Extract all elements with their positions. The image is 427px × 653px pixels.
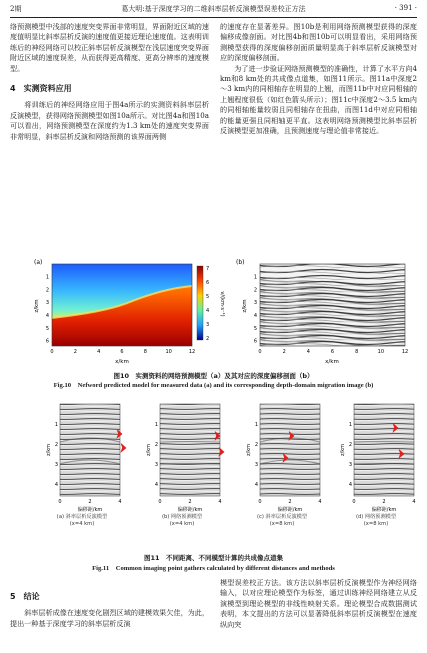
z-tick-label: 3	[154, 461, 158, 468]
x-tick-label: 12	[401, 349, 409, 355]
colorbar-ticks	[206, 266, 209, 342]
z-tick-label: 2	[45, 287, 49, 294]
colorbar-tick: 3	[206, 321, 210, 328]
z-tick-label: 1	[54, 421, 58, 428]
fig11a-caption: (a) 斜率层析反演模型 (x=4 km)	[56, 514, 108, 527]
colorbar-tick: 2	[206, 335, 210, 342]
section-5-title: 5 结论	[10, 592, 40, 601]
x-tick-label: 4	[318, 499, 322, 505]
z-tick-label: 4	[253, 313, 257, 320]
x-tick-label: 0	[258, 499, 262, 505]
x-tick-label: 4	[97, 349, 101, 355]
x-tick-label: 8	[143, 349, 147, 355]
x-tick-label: 8	[355, 349, 359, 355]
z-tick-label: 6	[253, 338, 257, 345]
offset-axis-label: 偏移距/km	[371, 507, 397, 513]
z-tick-label: 3	[54, 461, 58, 468]
fig10a-x-ticks	[50, 349, 195, 355]
x-tick-label: 12	[188, 349, 196, 355]
x-tick-label: 2	[73, 349, 77, 355]
fig10a-x-axis-label: x/km	[115, 359, 129, 365]
offset-axis-label: 偏移距/km	[177, 507, 203, 513]
red-arrow-icon	[121, 444, 126, 453]
left-column-top	[10, 22, 209, 142]
x-tick-label: 2	[88, 499, 92, 505]
z-axis-label: z/km	[246, 443, 252, 457]
colorbar-label: v/(km·s⁻¹)	[219, 291, 225, 317]
colorbar-tick: 5	[206, 293, 210, 300]
figure-11-caption-cn: 图11 不同距离、不同模型计算的共成像点道集	[143, 554, 284, 562]
z-tick-label: 2	[253, 287, 257, 294]
z-axis-label: z/km	[46, 443, 52, 457]
z-axis-label: z/km	[340, 443, 346, 457]
paragraph-section-4: 将训练后的神经网络应用于图4a所示的实测资料斜率层析反演模型，获得网络预测模型如图10a所示。对比图4a和图10a可以看出，网络预测模型在深度约为1.3 km处的速度突变界面非常明显，斜率层析反演和网络预测的该界面两侧	[10, 100, 209, 141]
figure-11-caption-en: Fig.11 Common imaging point gathers calculated by different distances and methods	[92, 565, 335, 572]
z-tick-label: 4	[254, 481, 258, 488]
figure-10	[30, 256, 410, 368]
x-tick-label: 2	[382, 499, 386, 505]
running-title: 葛大明:基于深度学习的二维斜率层析反演模型误差校正方法	[121, 5, 306, 13]
z-tick-label: 1	[253, 274, 257, 281]
x-tick-label: 4	[306, 349, 310, 355]
fig10b-x-axis-label: x/km	[325, 359, 339, 365]
figure-10-svg	[30, 256, 410, 368]
x-tick-label: 4	[118, 499, 122, 505]
z-tick-label: 4	[154, 481, 158, 488]
fig10-panel-a-label: (a)	[34, 259, 43, 266]
z-tick-label: 6	[45, 338, 49, 345]
offset-axis-label: 偏移距/km	[77, 507, 103, 513]
x-tick-label: 10	[165, 349, 172, 355]
z-tick-label: 3	[253, 300, 257, 307]
z-tick-label: 2	[54, 441, 58, 448]
running-header	[10, 4, 417, 18]
section-4-title: 4 实测资料应用	[10, 84, 72, 94]
z-tick-label: 1	[45, 274, 49, 281]
z-tick-label: 4	[348, 481, 352, 488]
figure-10-caption-cn: 图10 实测资料的网络预测模型（a）及其对应的深度偏移剖面（b）	[113, 372, 314, 380]
colorbar-tick: 7	[206, 265, 210, 272]
paragraph-continued: 络预测模型中浅部的速度突变界面非常明显，界面附近区域的速度值明显比斜率层析反演的速度值更接近理论速度值。这表明训练后的神经网络可以校正斜率层析反演模型在浅层速度突变界面附近区域的速度误差，从而获得更高精度、更高分辨率的速度模型。	[10, 22, 209, 73]
fig10b-z-ticks	[254, 275, 257, 345]
z-tick-label: 1	[154, 421, 158, 428]
z-tick-label: 2	[254, 441, 258, 448]
x-tick-label: 0	[50, 349, 54, 355]
fig11c-caption: (c) 斜率层析反演模型 (x=8 km)	[256, 514, 308, 527]
x-tick-label: 0	[158, 499, 162, 505]
figure-11	[20, 402, 420, 550]
figure-11-svg	[20, 402, 420, 550]
x-tick-label: 6	[330, 349, 335, 355]
header-rule	[10, 17, 417, 18]
paragraph-section-5: 斜率层析成像在速度变化剧烈区域的建模效果欠佳，为此，提出一种基于深度学习的斜率层析反演	[10, 608, 209, 628]
x-tick-label: 0	[352, 499, 356, 505]
paragraph-right-2: 为了进一步验证网络预测模型的准确性，计算了水平方向4 km和8 km处的共成像点道集，如图11所示。图11a中深度2～3 km内的同相轴存在明显的上翘，而图11b中对应同相轴的上翘程度很低（如红色箭头所示）；图11c中深度2～3.5 km内的同相轴能量较弱且同相轴存在扭曲，而图11d中对应同相轴的能量更强且同相轴更平直。这表明网络预测模型比斜率层析反演模型更加准确，且预测速度与理论值非常接近。	[220, 63, 417, 136]
colorbar-tick: 4	[206, 307, 210, 314]
z-tick-label: 2	[348, 441, 352, 448]
colorbar-tick: 6	[206, 279, 210, 286]
x-tick-label: 4	[218, 499, 222, 505]
x-tick-label: 0	[258, 349, 262, 355]
z-tick-label: 4	[45, 313, 49, 320]
figure-10-caption-en: Fig.10 Nefword predicted model for measured data (a) and its corresponding depth-domain migration image (b)	[53, 382, 374, 389]
velocity-model-image	[52, 264, 192, 346]
fig11b-caption: (b) 网络预测模型 (x=4 km)	[161, 514, 203, 527]
issue-number: 2期	[10, 5, 22, 13]
x-tick-label: 6	[120, 349, 124, 355]
fig10a-z-ticks	[46, 275, 49, 345]
cip-gather-panel	[46, 404, 126, 513]
paragraph-conclusion: 模型误差校正方法。该方法以斜率层析反演模型作为神经网络输入，以对应理论模型作为标签，通过训练神经网络建立从反演模型到理论模型的非线性映射关系。理论模型合成数据测试表明，本文提出的方法可以显著降低斜率层析反演模型在速度纵向突	[220, 578, 417, 629]
x-tick-label: 2	[288, 499, 292, 505]
z-tick-label: 5	[45, 325, 49, 332]
left-column-bottom	[10, 588, 209, 629]
cip-gather-panel	[146, 404, 224, 513]
cip-gather-panel	[246, 404, 322, 513]
z-tick-label: 1	[348, 421, 352, 428]
z-tick-label: 1	[254, 421, 258, 428]
x-tick-label: 10	[377, 349, 385, 355]
x-tick-label: 2	[188, 499, 192, 505]
cip-gather-panel	[340, 404, 416, 513]
x-tick-label: 0	[58, 499, 62, 505]
colorbar	[197, 266, 203, 340]
right-column-top	[220, 22, 417, 136]
fig10a-z-axis-label: z/km	[34, 299, 40, 313]
paragraph-right-1: 的速度存在显著差异。图10b是利用网络预测模型获得的深度偏移成像剖面。对比图4b和图10b可以明显看出，采用网络预测模型获得的深度偏移剖面质量明显高于斜率层析反演模型对应的深度偏移剖面。	[220, 22, 417, 63]
z-tick-label: 4	[54, 481, 58, 488]
z-tick-label: 3	[45, 300, 49, 307]
z-tick-label: 3	[254, 461, 258, 468]
fig10b-x-ticks	[258, 349, 408, 355]
offset-axis-label: 偏移距/km	[277, 507, 303, 513]
fig11d-caption: (d) 网络预测模型 (x=8 km)	[355, 514, 397, 527]
right-column-bottom	[220, 578, 417, 630]
fig10-panel-b-label: (b)	[236, 259, 245, 266]
x-tick-label: 4	[412, 499, 416, 505]
z-tick-label: 2	[154, 441, 158, 448]
z-axis-label: z/km	[146, 443, 152, 457]
fig10b-z-axis-label: z/km	[242, 299, 248, 313]
z-tick-label: 3	[348, 461, 352, 468]
page-number: · 391 ·	[394, 4, 417, 12]
x-tick-label: 2	[282, 349, 286, 355]
z-tick-label: 5	[253, 325, 257, 332]
